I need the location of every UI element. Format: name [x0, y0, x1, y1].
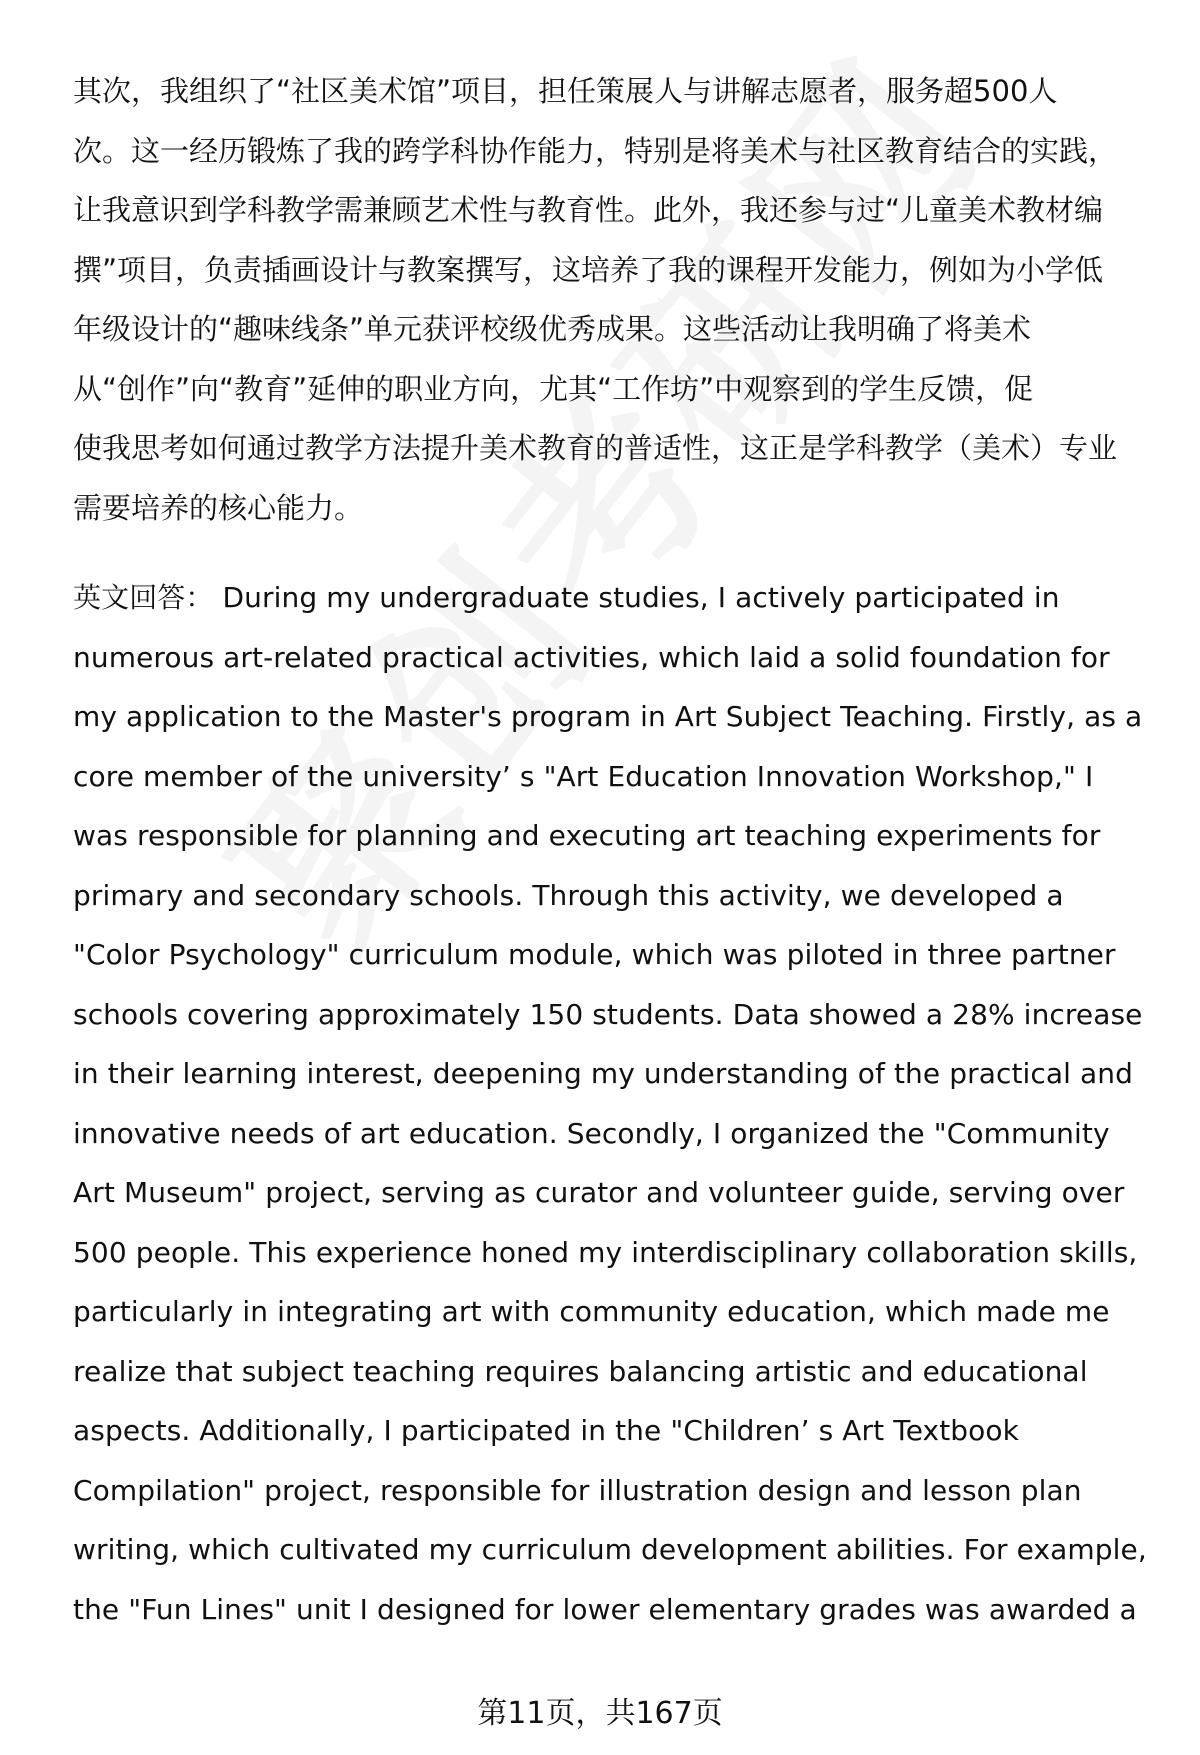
text-line: 英文回答： During my undergraduate studies, I actively participated in: [73, 581, 1060, 614]
paragraph-gap: [73, 538, 1153, 568]
text-line: 其次，我组织了“社区美术馆”项目，担任策展人与讲解志愿者，服务超500人: [73, 74, 1058, 108]
text-line: primary and secondary schools. Through this activity, we developed a: [73, 878, 1064, 912]
text-line: numerous art-related practical activities, which laid a solid foundation for: [73, 640, 1110, 674]
text-line: innovative needs of art education. Secondly, I organized the "Community: [73, 1116, 1110, 1150]
text-line: realize that subject teaching requires balancing artistic and educational: [73, 1354, 1088, 1388]
page-number: 第11页，共167页: [477, 1696, 723, 1731]
text-line: was responsible for planning and executing art teaching experiments for: [73, 819, 1101, 852]
text-line: 从“创作”向“教育”延伸的职业方向，尤其“工作坊”中观察到的学生反馈，促: [73, 371, 1034, 406]
text-line: schools covering approximately 150 students. Data showed a 28% increase: [73, 997, 1143, 1031]
text-line: core member of the university’ s "Art Education Innovation Workshop," I: [73, 759, 1094, 793]
text-line: 年级设计的“趣味线条”单元获评校级优秀成果。这些活动让我明确了将美术: [73, 312, 1032, 346]
text-line: "Color Psychology" curriculum module, which was piloted in three partner: [73, 938, 1116, 971]
text-line: writing, which cultivated my curriculum development abilities. For example,: [73, 1533, 1147, 1566]
text-line: aspects. Additionally, I participated in the "Children’ s Art Textbook: [73, 1414, 1019, 1447]
text-line: 让我意识到学科教学需兼顾艺术性与教育性。此外，我还参与过“儿童美术教材编: [73, 193, 1104, 227]
text-line: particularly in integrating art with community education, which made me: [73, 1295, 1110, 1328]
text-line: 次。这一经历锻炼了我的跨学科协作能力，特别是将美术与社区教育结合的实践，: [73, 133, 1118, 168]
text-line: Art Museum" project, serving as curator and volunteer guide, serving over: [73, 1176, 1125, 1209]
chinese-paragraph: [73, 62, 1153, 538]
text-line: in their learning interest, deepening my understanding of the practical and: [73, 1057, 1134, 1090]
english-paragraph: [73, 568, 1153, 1639]
text-line: 需要培养的核心能力。: [73, 490, 364, 525]
text-line: my application to the Master's program in Art Subject Teaching. Firstly, as a: [73, 700, 1143, 733]
text-line: 使我思考如何通过教学方法提升美术教育的普适性，这正是学科教学（美术）专业: [73, 431, 1118, 465]
text-line: 500 people. This experience honed my interdisciplinary collaboration skills,: [73, 1235, 1138, 1269]
text-line: the "Fun Lines" unit I designed for lower elementary grades was awarded a: [73, 1592, 1137, 1626]
document-body: [73, 62, 1153, 1639]
text-line: 撰”项目，负责插画设计与教案撰写，这培养了我的课程开发能力，例如为小学低: [73, 252, 1104, 287]
text-line: Compilation" project, responsible for illustration design and lesson plan: [73, 1473, 1082, 1507]
